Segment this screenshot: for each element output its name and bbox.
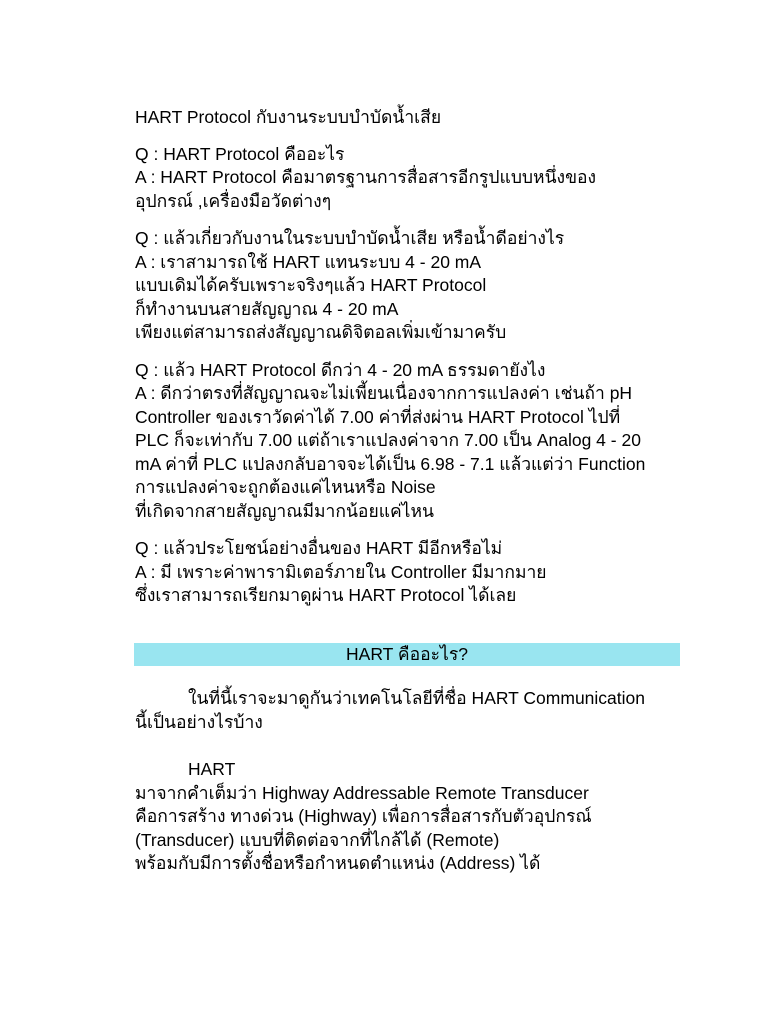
qa-line: PLC ก็จะเท่ากับ 7.00 แต่ถ้าเราแปลงค่าจาก 7.00 เป็น Analog 4 - 20 [135, 430, 641, 450]
qa-line: ที่เกิดจากสายสัญญาณมีมากน้อยแค่ไหน [135, 500, 434, 521]
qa-line: Q : แล้วเกี่ยวกับงานในระบบบำบัดน้ำเสีย หรือน้ำดีอย่างไร [135, 228, 565, 248]
qa-line: A : มี เพราะค่าพารามิเตอร์ภายใน Controller มีมากมาย [135, 561, 547, 582]
qa-line: A : เราสามารถใช้ HART แทนระบบ 4 - 20 mA [135, 251, 482, 272]
section-banner [134, 643, 680, 666]
qa-line: Q : HART Protocol คืออะไร [135, 143, 345, 164]
qa-line: mA ค่าที่ PLC แปลงกลับอาจจะได้เป็น 6.98 - 7.1 แล้วแต่ว่า Function [135, 453, 646, 474]
qa-line: อุปกรณ์ ,เครื่องมือวัดต่างๆ [135, 190, 332, 211]
qa-line: ก็ทำงานบนสายสัญญาณ 4 - 20 mA [135, 298, 399, 319]
hart-line: คือการสร้าง ทางด่วน (Highway) เพื่อการสื่อสารกับตัวอุปกรณ์ [135, 806, 592, 826]
hart-section [135, 687, 695, 876]
qa-block-2 [135, 227, 695, 345]
qa-line: Q : แล้ว HART Protocol ดีกว่า 4 - 20 mA ธรรมดายังไง [135, 359, 546, 380]
qa-block-1 [135, 143, 695, 214]
intro-line: ในที่นี้เราจะมาดูกันว่าเทคโนโลยีที่ชื่อ HART Communication [188, 688, 645, 708]
hart-heading: HART [188, 759, 236, 779]
qa-line: Q : แล้วประโยชน์อย่างอื่นของ HART มีอีกหรือไม่ [135, 538, 503, 558]
qa-line: A : ดีกว่าตรงที่สัญญาณจะไม่เพี้ยนเนื่องจากการแปลงค่า เช่นถ้า pH [135, 383, 633, 403]
qa-line: เพียงแต่สามารถส่งสัญญาณดิจิตอลเพิ่มเข้ามาครับ [135, 322, 507, 342]
qa-line: ซึ่งเราสามารถเรียกมาดูผ่าน HART Protocol ได้เลย [135, 585, 517, 605]
qa-line: A : HART Protocol คือมาตรฐานการสื่อสารอีกรูปแบบหนึ่งของ [135, 167, 597, 187]
hart-line: (Transducer) แบบที่ติดต่อจากที่ไกล้ได้ (Remote) [135, 829, 500, 850]
qa-line: การแปลงค่าจะถูกต้องแค่ไหนหรือ Noise [135, 477, 436, 497]
hart-line: มาจากคำเต็มว่า Highway Addressable Remote Transducer [135, 782, 589, 803]
qa-line: แบบเดิมได้ครับเพราะจริงๆแล้ว HART Protocol [135, 275, 487, 295]
qa-line: Controller ของเราวัดค่าได้ 7.00 ค่าที่ส่งผ่าน HART Protocol ไปที่ [135, 406, 621, 427]
hart-line: พร้อมกับมีการตั้งชื่อหรือกำหนดตำแหน่ง (Address) ได้ [135, 853, 541, 873]
document-body [135, 106, 695, 622]
intro-line: นี้เป็นอย่างไรบ้าง [135, 711, 263, 732]
spacer [135, 734, 695, 758]
qa-block-3 [135, 359, 695, 524]
document-title: HART Protocol กับงานระบบบำบัดน้ำเสีย [135, 107, 442, 127]
qa-block-4 [135, 537, 695, 608]
section-banner-title: HART คืออะไร? [346, 644, 468, 664]
